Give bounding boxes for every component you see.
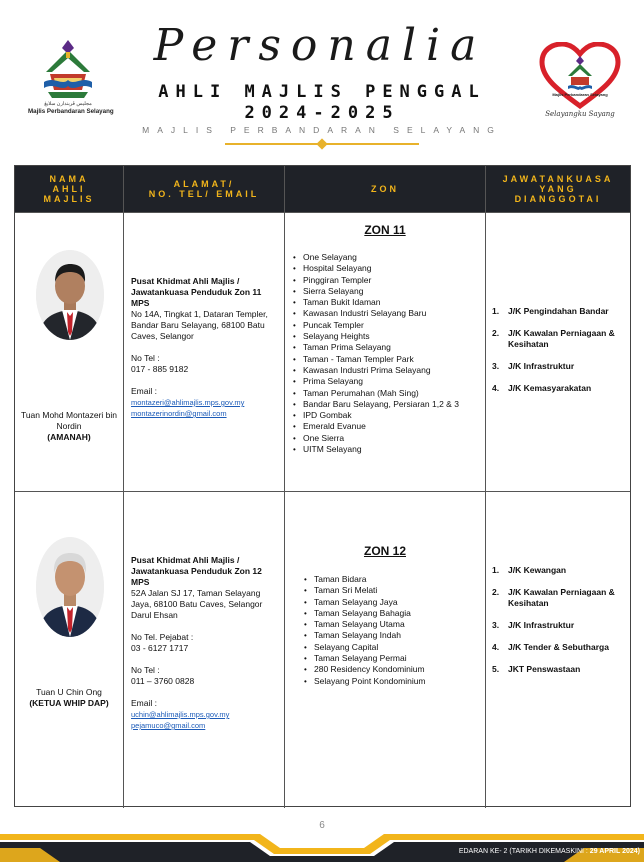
list-item: • Bandar Baru Selayang, Persiaran 1,2 & 3: [291, 399, 476, 410]
footer-band: [0, 826, 644, 862]
list-item: • Taman Prima Selayang: [291, 342, 476, 353]
committee-name: J/K Kawalan Perniagaan & Kesihatan: [508, 587, 615, 608]
logo-caption: Majlis Perbandaran Selayang: [28, 108, 114, 115]
column-divider: [284, 166, 285, 808]
selayangku-sayang-logo: [538, 42, 622, 126]
office-title: Pusat Khidmat Ahli Majlis / Jawatankuasa Penduduk Zon 11 MPS: [131, 276, 262, 308]
office-title: Pusat Khidmat Ahli Majlis / Jawatankuasa Penduduk Zon 12 MPS: [131, 555, 262, 587]
committee-name: J/K Tender & Sebutharga: [508, 642, 609, 652]
list-item: • Taman Selayang Bahagia: [302, 608, 487, 619]
list-item: • Taman Sri Melati: [302, 585, 487, 596]
header-address: ALAMAT/ NO. TEL/ EMAIL: [148, 179, 260, 199]
councillor-party: (AMANAH): [47, 432, 91, 442]
list-item: • Taman Perumahan (Mah Sing): [291, 388, 476, 399]
list-item: • Taman Selayang Permai: [302, 653, 487, 664]
list-item: 1. J/K Pengindahan Bandar: [492, 306, 609, 316]
edition-text: EDARAN KE- 2 (TARIKH DIKEMASKINI :: [458, 848, 588, 855]
table-row: [15, 492, 123, 806]
address-block: [131, 276, 281, 419]
councillor-name: [15, 410, 123, 443]
committee-name: J/K Kawalan Perniagaan & Kesihatan: [508, 328, 615, 349]
page-subtitle: MAJLIS PERBANDARAN SELAYANG: [142, 125, 502, 135]
list-item: • Hospital Selayang: [291, 263, 476, 274]
list-item: • Puncak Templer: [291, 320, 476, 331]
zone-list: [291, 252, 476, 455]
address-block: [131, 555, 281, 731]
list-item: • One Sierra: [291, 433, 476, 444]
email-link[interactable]: montazeri@ahlimajlis.mps.gov.my: [131, 398, 245, 407]
committee-name: J/K Pengindahan Bandar: [508, 306, 609, 316]
list-item: 3. J/K Infrastruktur: [492, 620, 575, 630]
header-zone: ZON: [371, 184, 399, 194]
councillor-table: [14, 165, 631, 807]
phone-number: 03 - 6127 1717: [131, 643, 189, 653]
header-committee: JAWATANKUASA YANG DIANGGOTAI: [502, 174, 614, 204]
edition-date: 29 APRIL 2024): [589, 848, 640, 855]
phone-label: No Tel :: [131, 665, 160, 675]
email-link[interactable]: uchin@ahlimajlis.mps.gov.my: [131, 710, 230, 719]
list-item: • Taman Bidara: [302, 574, 487, 585]
councillor-name: [15, 687, 123, 709]
list-item: • Kawasan Industri Prima Selayang: [291, 365, 476, 376]
list-item: • Pinggiran Templer: [291, 275, 476, 286]
councillor-name-text: Tuan Mohd Montazeri bin Nordin: [20, 410, 118, 431]
committee-name: J/K Infrastruktur: [508, 361, 575, 371]
title-year: 2024-2025: [244, 103, 400, 123]
list-item: • UITM Selayang: [291, 444, 476, 455]
list-item: • Taman Selayang Indah: [302, 630, 487, 641]
logo-caption-arabic: مجليس ڤربندارن سلايڠ: [44, 101, 92, 107]
list-item: 2. J/K Kawalan Perniagaan & Kesihatan: [492, 328, 615, 349]
list-item: 3. J/K Infrastruktur: [492, 361, 575, 371]
councillor-name-text: Tuan U Chin Ong: [36, 687, 102, 697]
page-title: AHLI MAJLIS PENGGAL: [158, 82, 486, 102]
email-label: Email :: [131, 698, 157, 708]
list-item: • One Selayang: [291, 252, 476, 263]
list-item: 4. J/K Tender & Sebutharga: [492, 642, 609, 652]
list-item: • Kawasan Industri Selayang Baru: [291, 308, 476, 319]
councillor-photo: [36, 250, 104, 340]
councillor-photo: [36, 537, 104, 637]
title-script: Personalia: [153, 20, 487, 71]
list-item: • Taman Selayang Utama: [302, 619, 487, 630]
list-item: • Selayang Heights: [291, 331, 476, 342]
phone-number: 017 - 885 9182: [131, 364, 189, 374]
committee-name: J/K Kewangan: [508, 565, 567, 575]
list-item: 2. J/K Kawalan Perniagaan & Kesihatan: [492, 587, 615, 608]
title-divider-diamond: [316, 138, 327, 149]
email-label: Email :: [131, 386, 157, 396]
list-item: 5. JKT Penswastaan: [492, 664, 581, 674]
list-item: • Taman Selayang Jaya: [302, 597, 487, 608]
office-address: No 14A, Tingkat 1, Dataran Templer, Bandar Baru Selayang, 68100 Batu Caves, Selangor: [131, 309, 268, 341]
logo-right-top-text: Majlis Perbandaran Selayang: [552, 92, 608, 97]
list-item: • Selayang Capital: [302, 642, 487, 653]
zone-title: ZON 12: [363, 544, 406, 558]
zone-title: ZON 11: [364, 223, 406, 237]
list-item: • Emerald Evanue: [291, 421, 476, 432]
mps-emblem-icon: [40, 38, 96, 100]
heart-logo-icon: [538, 42, 622, 110]
list-item: • 280 Residency Kondominium: [302, 664, 487, 675]
header-name: NAMA AHLI MAJLIS: [43, 174, 95, 204]
logo-right-caption: Selayangku Sayang: [545, 110, 615, 118]
email-link[interactable]: montazerinordin@gmail.com: [131, 409, 227, 418]
mps-logo: [28, 38, 114, 123]
list-item: • Taman - Taman Templer Park: [291, 354, 476, 365]
table-header: [15, 166, 630, 212]
phone-number: 011 – 3760 0828: [131, 676, 195, 686]
committee-list: [492, 565, 632, 686]
phone-label: No Tel. Pejabat :: [131, 632, 194, 642]
committee-list: [492, 306, 632, 405]
list-item: • Prima Selayang: [291, 376, 476, 387]
committee-name: J/K Kemasyarakatan: [508, 383, 592, 393]
column-divider: [485, 166, 486, 808]
list-item: • Sierra Selayang: [291, 286, 476, 297]
committee-name: JKT Penswastaan: [508, 664, 581, 674]
office-address: 52A Jalan SJ 17, Taman Selayang Jaya, 68100 Batu Caves, Selangor Darul Ehsan: [131, 588, 263, 620]
zone-list: [302, 574, 487, 687]
list-item: 1. J/K Kewangan: [492, 565, 567, 575]
councillor-party: (KETUA WHIP DAP): [29, 698, 109, 708]
list-item: • Selayang Point Kondominium: [302, 676, 487, 687]
page-number: 6: [319, 820, 325, 831]
table-row: [15, 213, 123, 491]
list-item: 4. J/K Kemasyarakatan: [492, 383, 592, 393]
page-header: [0, 0, 644, 160]
list-item: • Taman Bukit Idaman: [291, 297, 476, 308]
list-item: • IPD Gombak: [291, 410, 476, 421]
phone-label: No Tel :: [131, 353, 160, 363]
edition-note: [440, 848, 640, 855]
column-divider: [123, 166, 124, 808]
committee-name: J/K Infrastruktur: [508, 620, 575, 630]
email-link[interactable]: pejamuco@gmail.com: [131, 721, 206, 730]
